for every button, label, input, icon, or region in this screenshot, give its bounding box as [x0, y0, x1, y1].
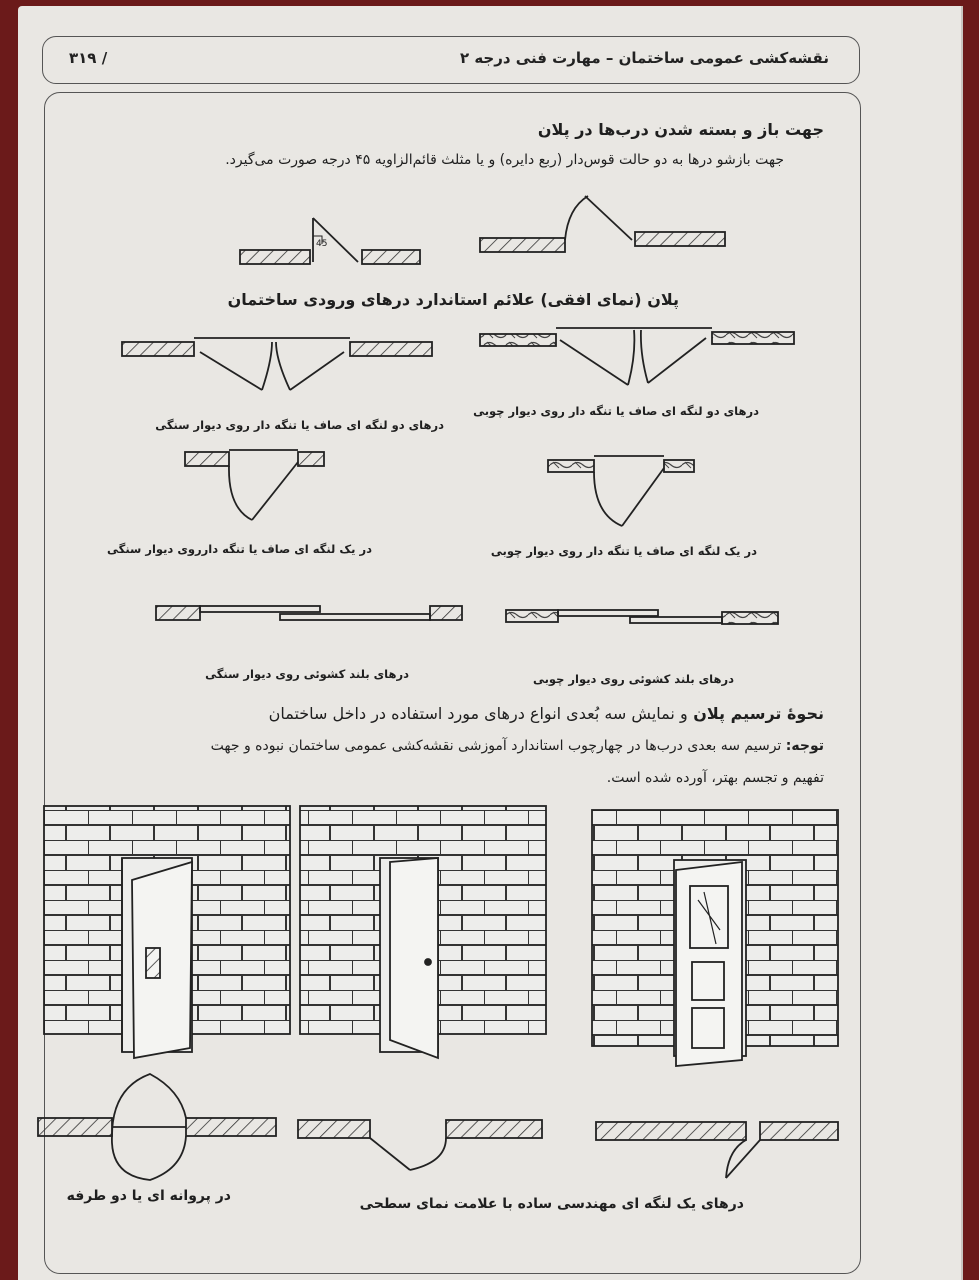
caption-single-stone: در یک لنگه ای صاف یا تنگه داررو‌ی دیوار سنگی [107, 542, 372, 556]
caption-single-wood: در یک لنگه ای صاف یا تنگه دار روی دیوار چوبی [490, 544, 757, 558]
wall-3d-plain-door [300, 806, 546, 1058]
caption-swing-door: در پروانه ای یا دو طرفه [66, 1188, 231, 1204]
wall-3d-swing-door [44, 806, 290, 1058]
caption-double-wood: درهای دو لنگه ای صاف یا تنگه دار روی دیوار چوبی [473, 404, 759, 418]
caption-sliding-wood: درهای بلند کشوئی روی دیوار چوبی [532, 672, 734, 686]
page-number: ۳۱۹ / [69, 49, 108, 67]
door-45-triangle-plan [240, 218, 420, 264]
plan-sliding-door-stone [156, 606, 462, 620]
plan-double-door-wood [480, 328, 794, 385]
note-line2: تفهیم و تجسم بهتر، آورده شده است. [606, 770, 824, 786]
wall-3d-glazed-door [592, 810, 838, 1066]
plan-sliding-door-wood [506, 610, 778, 624]
angle-label: 45 [316, 239, 328, 249]
plan-single-door-1 [298, 1120, 542, 1170]
plan-single-door-2 [596, 1122, 838, 1178]
caption-single-door: درهای یک لنگه ای مهندسی ساده با علامت نمای سطحی [359, 1196, 744, 1212]
plan-double-door-stone [122, 338, 432, 390]
header-title: نقشه‌کشی عمومی ساختمان – مهارت فنی درجه ۲ [459, 49, 829, 67]
section1-paragraph: جهت بازشو درها به دو حالت قوس‌دار (ربع دایره) و یا مثلث قائم‌الزاویه ۴۵ درجه صورت می‌گیرد. [225, 152, 784, 168]
section3-heading-rest: و نمایش سه بُعدی انواع درهای مورد استفاده در داخل ساختمان [268, 704, 688, 723]
note-text: ترسیم سه بعدی درب‌ها در چهارچوب استاندارد آموزشی نقشه‌کشی عمومی ساختمان نبوده و جهت [210, 738, 782, 754]
section1-heading: جهت باز و بسته شدن درب‌ها در پلان [537, 120, 824, 139]
caption-double-stone: درهای دو لنگه ای صاف یا تنگه دار روی دیوار سنگی [155, 418, 444, 432]
door-arc-plan [480, 196, 725, 252]
note-label: توجه: [785, 738, 824, 754]
plan-swing-door [38, 1074, 276, 1180]
section2-heading: پلان (نمای افقی) علائم استاندارد درهای ورودی ساختمان [227, 290, 679, 309]
caption-sliding-stone: درهای بلند کشوئی روی دیوار سنگی [205, 667, 409, 681]
plan-single-door-wood [548, 456, 694, 526]
section3-heading-bold: نحوهٔ ترسیم پلان [693, 704, 824, 723]
plan-single-door-stone [185, 450, 324, 520]
